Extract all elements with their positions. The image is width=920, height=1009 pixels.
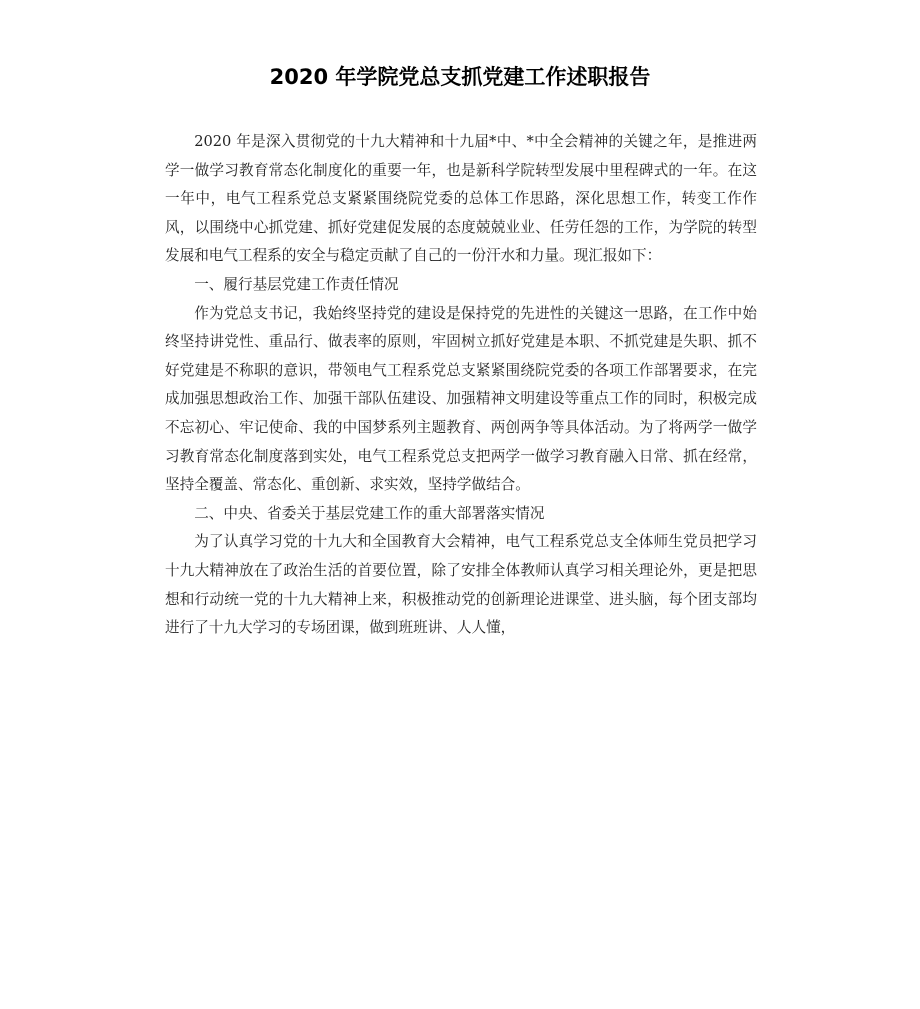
section-2-paragraph: 为了认真学习党的十九大和全国教育大会精神，电气工程系党总支全体师生党员把学习十九大精神放在了政治生活的首要位置，除了安排全体教师认真学习相关理论外，更是把思想和行动统一党的十九大精神上来，积极推动党的创新理论进课堂、进头脑，每个团支部均进行了十九大学习的专场团课，做到班班讲、人人懂， <box>165 533 757 637</box>
document-title: 2020 年学院党总支抓党建工作述职报告 <box>269 65 651 89</box>
section-heading-1: 一、履行基层党建工作责任情况 <box>194 275 399 293</box>
intro-paragraph: 2020 年是深入贯彻党的十九大精神和十九届*中、*中全会精神的关键之年，是推进两学一做学习教育常态化制度化的重要一年，也是新科学院转型发展中里程碑式的一年。在这一年中，电气工程系党总支紧紧围绕院党委的总体工作思路，深化思想工作，转变工作作风，以围绕中心抓党建、抓好党建促发展的态度兢兢业业、任劳任怨的工作，为学院的转型发展和电气工程系的安全与稳定贡献了自己的一份汗水和力量。现汇报如下： <box>165 133 757 265</box>
document-body <box>165 128 757 643</box>
section-heading-2: 二、中央、省委关于基层党建工作的重大部署落实情况 <box>194 504 545 522</box>
section-1-paragraph: 作为党总支书记，我始终坚持党的建设是保持党的先进性的关键这一思路，在工作中始终坚持讲党性、重品行、做表率的原则，牢固树立抓好党建是本职、不抓党建是失职、抓不好党建是不称职的意识，带领电气工程系党总支紧紧围绕院党委的各项工作部署要求，在完成加强思想政治工作、加强干部队伍建设、加强精神文明建设等重点工作的同时，积极完成不忘初心、牢记使命、我的中国梦系列主题教育、两创两争等具体活动。为了将两学一做学习教育常态化制度落到实处，电气工程系党总支把两学一做学习教育融入日常、抓在经常，坚持全覆盖、常态化、重创新、求实效，坚持学做结合。 <box>165 304 757 494</box>
